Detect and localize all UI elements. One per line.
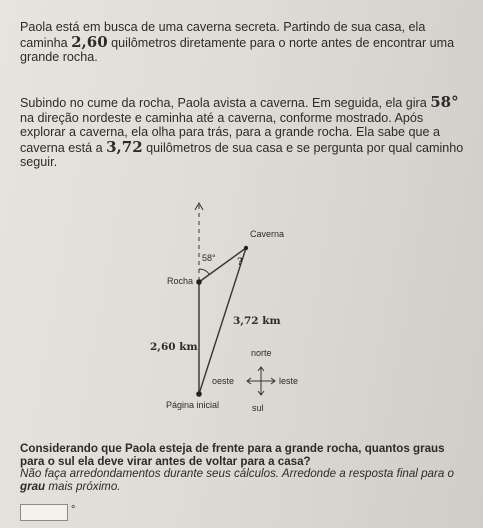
start-label: Página inicial (166, 400, 220, 410)
question-text (20, 443, 468, 493)
question-instruction (20, 468, 468, 493)
angle-arc (199, 269, 210, 274)
distance-value: 2,60 (71, 32, 108, 51)
compass-east-label: leste (279, 376, 299, 386)
text-segment: Paola está em busca de uma caverna secreta. Partindo de sua casa, ela caminha (20, 20, 426, 50)
answer-input[interactable] (20, 504, 68, 521)
degree-unit-label: ° (71, 504, 76, 516)
text-segment: na direção nordeste e caminha até a caverna, conforme mostrado. Após explorar a caverna, ela olha para trás, para a grande rocha. Ela sabe que a caverna está a (20, 110, 441, 155)
compass-west-label: oeste (212, 376, 235, 386)
rock-point (196, 279, 202, 285)
problem-paragraph-1 (20, 20, 468, 65)
cave-label: Caverna (250, 229, 285, 239)
compass-north-label: norte (251, 348, 272, 358)
text-segment-bold: grau (20, 479, 46, 493)
unknown-angle-label: ? (237, 256, 244, 268)
text-segment: mais próximo. (45, 479, 121, 493)
text-segment: Subindo no cume da rocha, Paola avista a caverna. Em seguida, ela gira (20, 96, 431, 110)
compass-icon (247, 367, 275, 395)
rock-label: Rocha (167, 276, 194, 286)
angle-value: 58° (430, 93, 459, 111)
cave-point (244, 246, 248, 250)
side-length-label: 2,60 km (150, 341, 198, 353)
angle-label: 58° (202, 253, 216, 263)
compass-south-label: sul (252, 403, 264, 413)
text-segment: quilômetros de sua casa e se pergunta por qual caminho seguir. (20, 140, 464, 169)
question-bold: Considerando que Paola esteja de frente para a grande rocha, quantos graus para o sul ela deve virar antes de voltar para a casa? (20, 442, 445, 468)
house-point (196, 391, 202, 397)
problem-paragraph-2 (20, 95, 468, 170)
diagram-svg (140, 192, 340, 422)
distance-value: 3,72 (106, 137, 143, 156)
triangle-diagram (140, 192, 340, 422)
text-segment: quilômetros diretamente para o norte antes de encontrar uma grande rocha. (20, 35, 455, 64)
hypotenuse-label: 3,72 km (233, 315, 281, 327)
text-segment: Não faça arredondamentos durante seus cálculos. Arredonde a resposta final para o (20, 467, 454, 480)
